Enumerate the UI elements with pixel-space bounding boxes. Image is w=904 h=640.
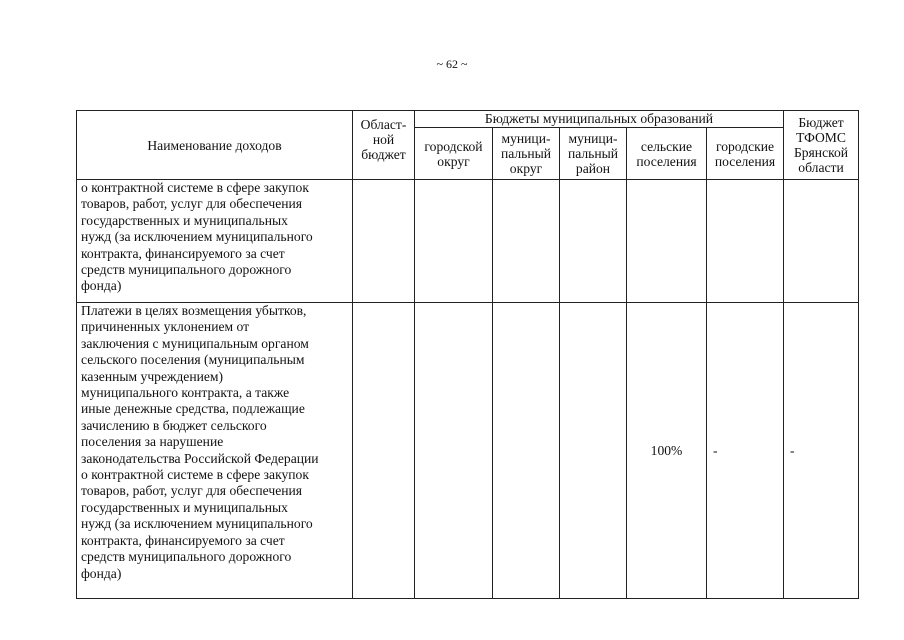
header-rural-settlements: сельские поселения	[627, 128, 707, 180]
municipal-area-share-cell	[560, 180, 627, 303]
header-city-district: городской округ	[415, 128, 493, 180]
urban-settlements-share-cell	[707, 180, 784, 303]
city-district-share-cell	[415, 303, 493, 599]
header-municipal-area: муници- пальный район	[560, 128, 627, 180]
tfoms-share-cell	[784, 180, 859, 303]
rural-settlements-share-cell: 100%	[627, 303, 707, 599]
header-urban-settlements: городские поселения	[707, 128, 784, 180]
tfoms-share-cell: -	[784, 303, 859, 599]
regional-share-cell	[353, 303, 415, 599]
header-municipal-budgets: Бюджеты муниципальных образований	[415, 111, 784, 128]
header-municipal-district: муници- пальный округ	[493, 128, 560, 180]
header-tfoms-budget: Бюджет ТФОМС Брянской области	[784, 111, 859, 180]
urban-settlements-share-cell: -	[707, 303, 784, 599]
header-regional-budget: Област- ной бюджет	[353, 111, 415, 180]
table-row	[77, 180, 859, 303]
municipal-district-share-cell	[493, 180, 560, 303]
revenue-name-cell: Платежи в целях возмещения убытков, причиненных уклонением от заключения с муниципальным органом сельского поселения (муниципальным казенным учреждением) муниципального контракта, а также иные денежные средства, подлежащие зачислению в бюджет сельского поселения за нарушение законодательства Российской Федерации о контрактной системе в сфере закупок товаров, работ, услуг для обеспечения государственных и муниципальных нужд (за исключением муниципального контракта, финансируемого за счет средств муниципального дорожного фонда)	[77, 303, 353, 599]
revenue-distribution-table	[76, 110, 859, 599]
city-district-share-cell	[415, 180, 493, 303]
rural-settlements-share-cell	[627, 180, 707, 303]
regional-share-cell	[353, 180, 415, 303]
revenue-name-cell: о контрактной системе в сфере закупок товаров, работ, услуг для обеспечения государственных и муниципальных нужд (за исключением муниципального контракта, финансируемого за счет средств муниципального дорожного фонда)	[77, 180, 353, 303]
header-revenue-name: Наименование доходов	[77, 111, 353, 180]
table-row	[77, 303, 859, 599]
municipal-area-share-cell	[560, 303, 627, 599]
page-number: ~ 62 ~	[436, 57, 468, 71]
municipal-district-share-cell	[493, 303, 560, 599]
header-row-top	[77, 111, 859, 128]
